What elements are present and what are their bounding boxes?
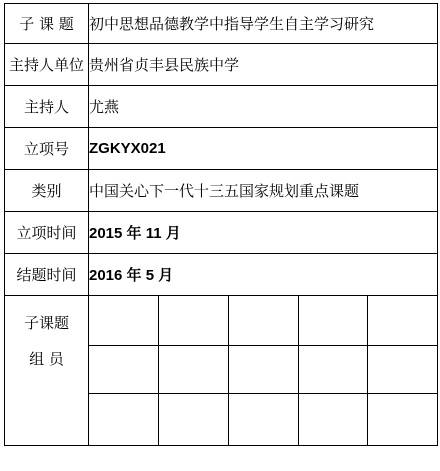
member-cell: [299, 394, 368, 446]
host-unit-label: 主持人单位: [5, 44, 89, 86]
end-date-label: 结题时间: [5, 254, 89, 296]
members-label-line2: 组 员: [29, 350, 64, 368]
host-value: 尤燕: [89, 86, 438, 128]
row-host-unit: [5, 44, 438, 86]
row-category: [5, 170, 438, 212]
member-cell: [299, 296, 368, 346]
row-host: [5, 86, 438, 128]
member-cell: [89, 346, 159, 394]
member-cell: [229, 394, 299, 446]
row-project-number: [5, 128, 438, 170]
row-start-date: [5, 212, 438, 254]
member-cell: [368, 296, 438, 346]
row-subtopic: [5, 4, 438, 44]
member-cell: [229, 296, 299, 346]
subtopic-value: 初中思想品德教学中指导学生自主学习研究: [89, 4, 438, 44]
project-info-table: [4, 3, 438, 446]
member-cell: [368, 346, 438, 394]
category-label: 类别: [5, 170, 89, 212]
member-cell: [89, 296, 159, 346]
members-row: [5, 296, 438, 346]
member-cell: [159, 394, 229, 446]
end-date-value: 2016 年 5 月: [89, 254, 438, 296]
start-date-label: 立项时间: [5, 212, 89, 254]
host-unit-value: 贵州省贞丰县民族中学: [89, 44, 438, 86]
row-end-date: [5, 254, 438, 296]
member-cell: [159, 296, 229, 346]
member-cell: [229, 346, 299, 394]
subtopic-label: 子 课 题: [5, 4, 89, 44]
category-value: 中国关心下一代十三五国家规划重点课题: [89, 170, 438, 212]
member-cell: [159, 346, 229, 394]
members-label: [5, 296, 89, 446]
member-cell: [368, 394, 438, 446]
member-cell: [89, 394, 159, 446]
start-date-value: 2015 年 11 月: [89, 212, 438, 254]
project-number-label: 立项号: [5, 128, 89, 170]
host-label: 主持人: [5, 86, 89, 128]
project-number-value: ZGKYX021: [89, 128, 438, 170]
members-label-line1: 子课题: [23, 314, 69, 332]
member-cell: [299, 346, 368, 394]
